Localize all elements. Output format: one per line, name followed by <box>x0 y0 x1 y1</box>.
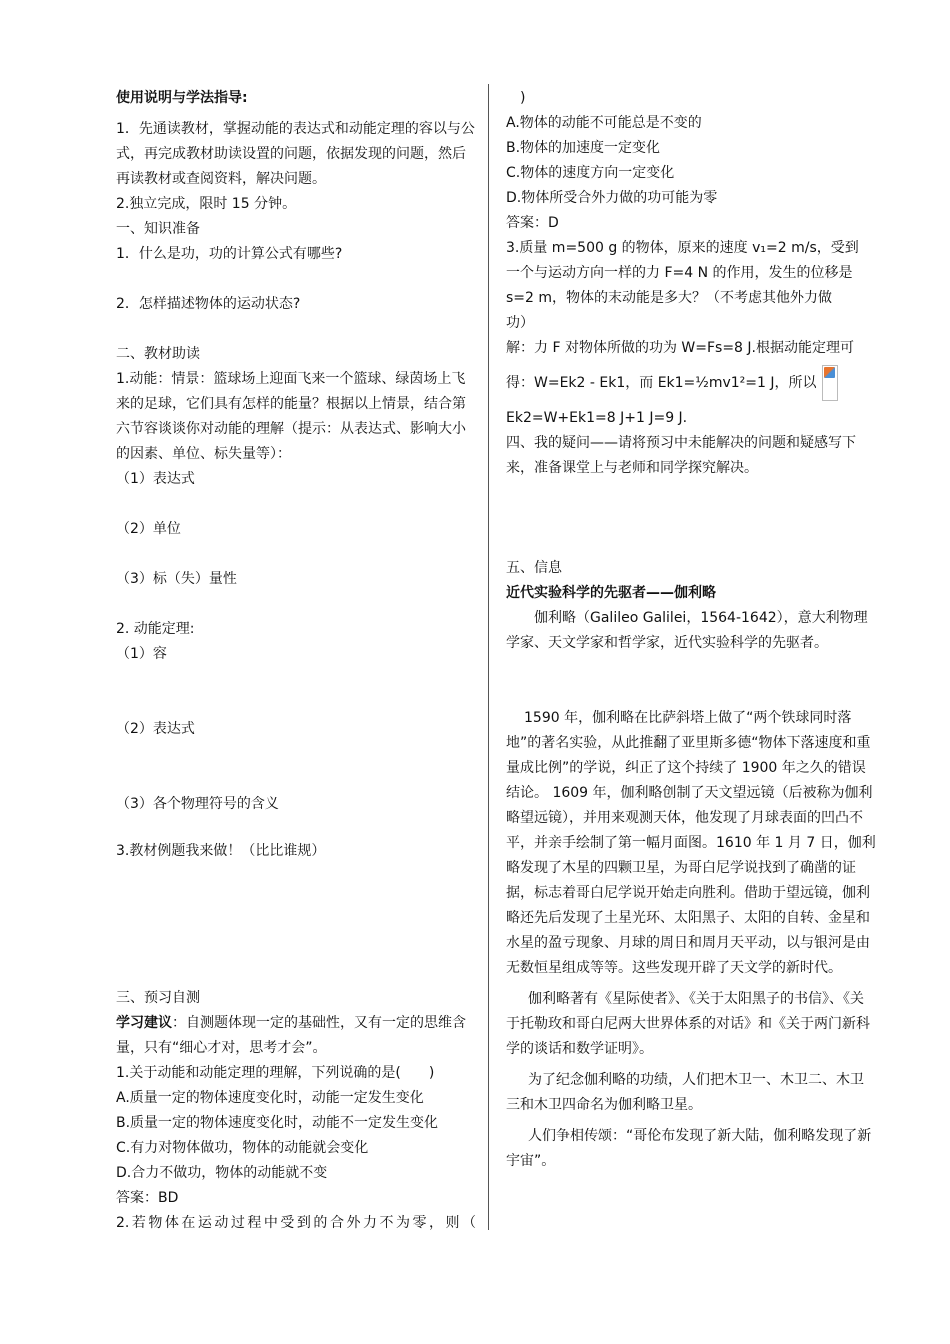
solution-line-3: Ek2=W+Ek1=8 J+1 J=9 J. <box>506 410 688 426</box>
problem-1: 1.关于动能和动能定理的理解，下列说确的是( ) <box>116 1065 435 1081</box>
problem-1-option-d: D.合力不做功，物体的动能就不变 <box>116 1165 328 1181</box>
section-information: 五、信息 <box>506 560 562 576</box>
problem-2-option-b: B.物体的加速度一定变化 <box>506 140 661 156</box>
problem-2-answer: 答案：D <box>506 215 559 231</box>
question-2: 2．怎样描述物体的运动状态? <box>116 296 301 312</box>
problem-1-answer: 答案：BD <box>116 1190 179 1206</box>
info-paragraph-4: 为了纪念伽利略的功绩，人们把木卫一、木卫二、木卫三和木卫四命名为伽利略卫星。 <box>506 1072 864 1113</box>
reading-2a-content: （1）容 <box>116 646 167 662</box>
reading-1b-unit: （2）单位 <box>116 521 181 537</box>
question-1: 1．什么是功，功的计算公式有哪些? <box>116 246 343 262</box>
info-title: 近代实验科学的先驱者——伽利略 <box>506 585 716 601</box>
instructions-title: 使用说明与学法指导: <box>116 90 248 106</box>
advice-text: ：自测题体现一定的基础性，又有一定的思维含量，只有“细心才对，思考才会”。 <box>116 1015 466 1056</box>
problem-3-line-4: 功） <box>506 315 534 331</box>
reading-1c-scalar: （3）标（失）量性 <box>116 571 237 587</box>
advice-label: 学习建议 <box>116 1015 172 1031</box>
column-divider <box>488 84 489 1230</box>
problem-2: 2.若物体在运动过程中受到的合外力不为零，则（ <box>116 1215 476 1231</box>
reading-1a-expression: （1）表达式 <box>116 471 195 487</box>
problem-3-line-1: 3.质量 m=500 g 的物体，原来的速度 v₁=2 m/s，受到 <box>506 240 859 256</box>
info-paragraph-2: 1590 年，伽利略在比萨斜塔上做了“两个铁球同时落地”的著名实验，从此推翻了亚里斯多德“物体下落速度和重量成比例”的学说，纠正了这个持续了 1900 年之久的错误结论。 1609 年，伽利略创制了天文望远镜（后被称为伽利略望远镜），并用来观测天体，他发现了月球表面的凹凸不平，并亲手绘制了第一幅月面图。1610 年 1 月 7 日，伽利略发现了木星的四颗卫星，为哥白尼学说找到了确凿的证据，标志着哥白尼学说开始走向胜利。借助于望远镜，伽利略还先后发现了土星光环、太阳黑子、太阳的自转、金星和水星的盈亏现象、月球的周日和周月天平动，以与银河是由无数恒星组成等等。这些发现开辟了天文学的新时代。 <box>506 710 876 976</box>
section-knowledge-prep: 一、知识准备 <box>116 221 200 237</box>
right-column <box>506 86 876 1174</box>
section-self-test: 三、预习自测 <box>116 990 200 1006</box>
study-advice <box>116 1011 476 1061</box>
reading-2b-expression: （2）表达式 <box>116 721 195 737</box>
problem-2-option-c: C.物体的速度方向一定变化 <box>506 165 675 181</box>
reading-1-kinetic-energy: 1.动能：情景：篮球场上迎面飞来一个篮球、绿茵场上飞来的足球，它们具有怎样的能量？根据以上情景，结合第六节容谈谈你对动能的理解（提示：从表达式、影响大小的因素、单位、标失量等）： <box>116 371 466 462</box>
reading-3-example: 3.教材例题我来做！（比比谁规） <box>116 843 326 859</box>
solution-line-2 <box>506 361 876 406</box>
broken-formula-image-icon <box>822 365 838 401</box>
instruction-2: 2.独立完成，限时 15 分钟。 <box>116 196 297 212</box>
section-textbook-reading: 二、教材助读 <box>116 346 200 362</box>
problem-2-option-d: D.物体所受合外力做的功可能为零 <box>506 190 718 206</box>
problem-3-line-3: s=2 m，物体的末动能是多大？（不考虑其他外力做 <box>506 290 833 306</box>
problem-3-line-2: 一个与运动方向一样的力 F=4 N 的作用，发生的位移是 <box>506 265 853 281</box>
reading-2c-symbols: （3）各个物理符号的含义 <box>116 796 279 812</box>
reading-2-theorem: 2. 动能定理: <box>116 621 195 637</box>
section-my-questions: 四、我的疑问——请将预习中未能解决的问题和疑感写下来，准备课堂上与老师和同学探究解决。 <box>506 435 856 476</box>
solution-line-1: 解：力 F 对物体所做的功为 W=Fs=8 J.根据动能定理可 <box>506 340 854 356</box>
info-paragraph-5: 人们争相传颂：“哥伦布发现了新大陆，伽利略发现了新宇宙”。 <box>506 1128 872 1169</box>
problem-1-option-a: A.质量一定的物体速度变化时，动能一定发生变化 <box>116 1090 424 1106</box>
left-column <box>116 86 476 1236</box>
info-paragraph-3: 伽利略著有《星际使者》、《关于太阳黑子的书信》、《关于托勒玫和哥白尼两大世界体系的对话》和《关于两门新科学的谈话和数学证明》。 <box>506 991 870 1057</box>
instruction-1: 1．先通读教材，掌握动能的表达式和动能定理的容以与公式，再完成教材助读设置的问题，依据发现的问题，然后再读教材或查阅资料，解决问题。 <box>116 121 475 187</box>
problem-1-option-c: C.有力对物体做功，物体的动能就会变化 <box>116 1140 369 1156</box>
solution-line-2-text: 得：W=Ek2 - Ek1，而 Ek1=½mv1²=1 J，所以 <box>506 375 817 391</box>
problem-1-option-b: B.质量一定的物体速度变化时，动能不一定发生变化 <box>116 1115 439 1131</box>
problem-2-continued: ) <box>506 90 526 106</box>
info-paragraph-1: 伽利略（Galileo Galilei，1564-1642），意大利物理学家、天文学家和哲学家，近代实验科学的先驱者。 <box>506 610 868 651</box>
problem-2-option-a: A.物体的动能不可能总是不变的 <box>506 115 702 131</box>
